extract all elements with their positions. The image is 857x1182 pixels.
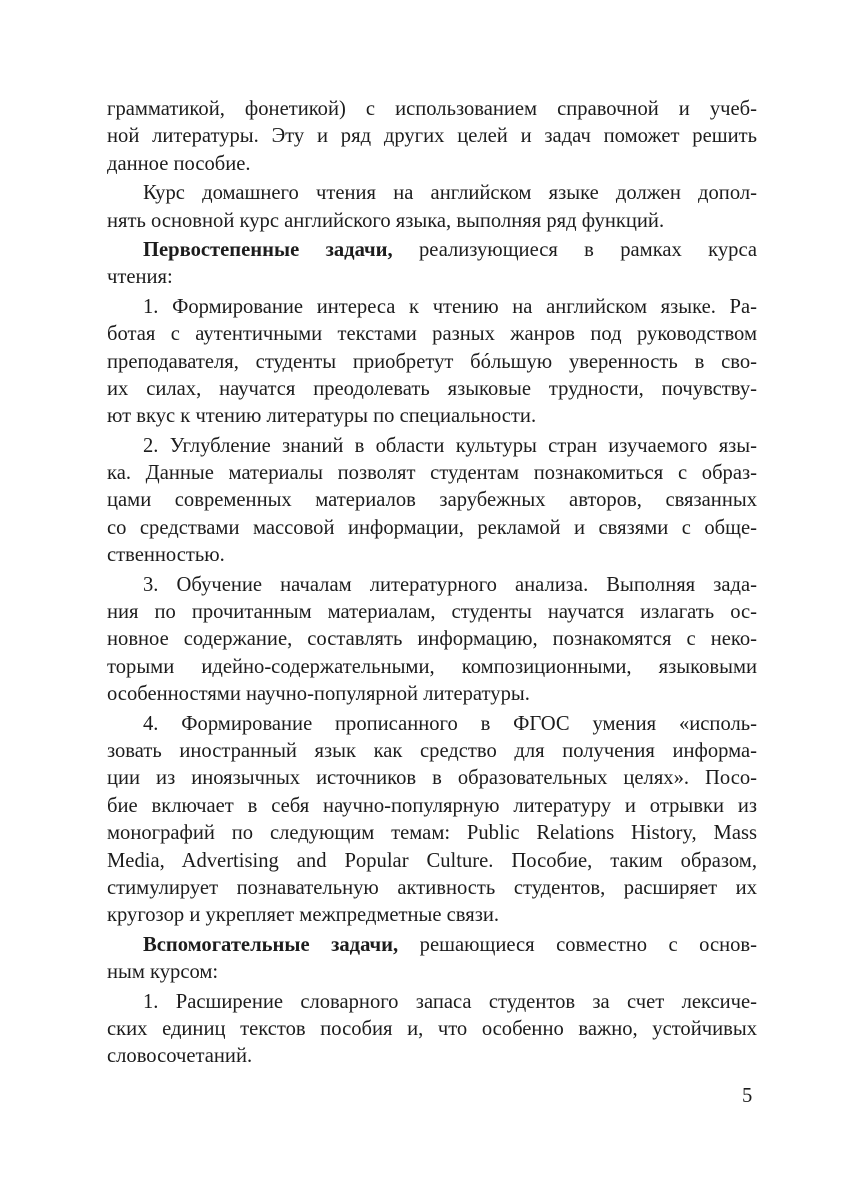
text-line: ских единиц текстов пособия и, что особенно важно, устойчивых [107, 1017, 757, 1040]
text-line: кругозор и укрепляет межпредметные связи. [107, 904, 500, 927]
text-line: 3. Обучение началам литературного анализа. Выполняя зада- [143, 573, 757, 596]
text-line: ственностью. [107, 544, 225, 567]
paragraph-primary-tasks [107, 237, 757, 292]
text-line: Media, Advertising and Popular Culture. Пособие, таким образом, [107, 849, 757, 872]
paragraph-secondary-tasks [107, 932, 757, 987]
text-line: ют вкус к чтению литературы по специальности. [107, 405, 537, 428]
text-line: ным курсом: [107, 961, 219, 984]
text-line: 1. Расширение словарного запаса студентов за счет лексиче- [143, 990, 757, 1013]
paragraph-item-1 [107, 294, 757, 431]
paragraph-item-4 [107, 711, 757, 930]
text-line: грамматикой, фонетикой) с использованием справочной и учеб- [107, 98, 757, 120]
text-line: 2. Углубление знаний в области культуры стран изучаемого язы- [143, 434, 757, 457]
text-line: ния по прочитанным материалам, студенты научатся излагать ос- [107, 601, 757, 624]
text-line: торыми идейно-содержательными, композиционными, языковыми [107, 655, 757, 678]
text-line: зовать иностранный язык как средство для получения информа- [107, 739, 757, 762]
text-line: ной литературы. Эту и ряд других целей и задач поможет решить [107, 125, 757, 148]
text-line: монографий по следующим темам: Public Relations History, Mass [107, 822, 757, 845]
paragraph-item-3 [107, 572, 757, 709]
text-line: стимулирует познавательную активность студентов, расширяет их [107, 876, 757, 899]
bold-heading-primary-tasks: Первостепенные задачи, [143, 238, 393, 261]
text-line: ции из иноязычных источников в образовательных целях». Посо- [107, 767, 757, 790]
text-line: цами современных материалов зарубежных авторов, связанных [107, 489, 757, 512]
page-number: 5 [742, 1085, 753, 1107]
paragraph-secondary-item-1 [107, 989, 757, 1071]
text-line [107, 932, 757, 959]
text-line [107, 237, 757, 264]
text-line: особенностями научно-популярной литературы. [107, 683, 530, 706]
bold-heading-secondary-tasks: Вспомогательные задачи, [143, 933, 399, 956]
text-line: преподавателя, студенты приобретут бóльшую уверенность в сво- [107, 350, 757, 373]
text-line: 1. Формирование интереса к чтению на английском языке. Ра- [143, 295, 757, 318]
text-run: решающиеся совместно с основ- [398, 933, 757, 956]
text-line: ботая с аутентичными текстами разных жанров под руководством [107, 323, 757, 346]
text-line: данное пособие. [107, 152, 251, 175]
text-line: бие включает в себя научно-популярную литературу и отрывки из [107, 794, 757, 817]
text-line: их силах, научатся преодолевать языковые трудности, почувству- [107, 377, 757, 400]
text-line: нять основной курс английского языка, выполняя ряд функций. [107, 209, 665, 232]
page-body [107, 96, 757, 1071]
text-line: Курс домашнего чтения на английском языке должен допол- [143, 182, 757, 205]
text-run: реализующиеся в рамках курса [392, 238, 757, 261]
text-line: ка. Данные материалы позволят студентам познакомиться с образ- [107, 462, 757, 485]
text-line: со средствами массовой информации, рекламой и связями с обще- [107, 516, 757, 539]
paragraph-course-intro [107, 180, 757, 235]
text-line: 4. Формирование прописанного в ФГОС умения «исполь- [143, 712, 757, 735]
paragraph-item-2 [107, 433, 757, 570]
text-line: чтения: [107, 266, 173, 289]
text-line: новное содержание, составлять информацию, познакомятся с неко- [107, 628, 757, 651]
paragraph-continuation [107, 96, 757, 178]
text-line: словосочетаний. [107, 1045, 253, 1068]
